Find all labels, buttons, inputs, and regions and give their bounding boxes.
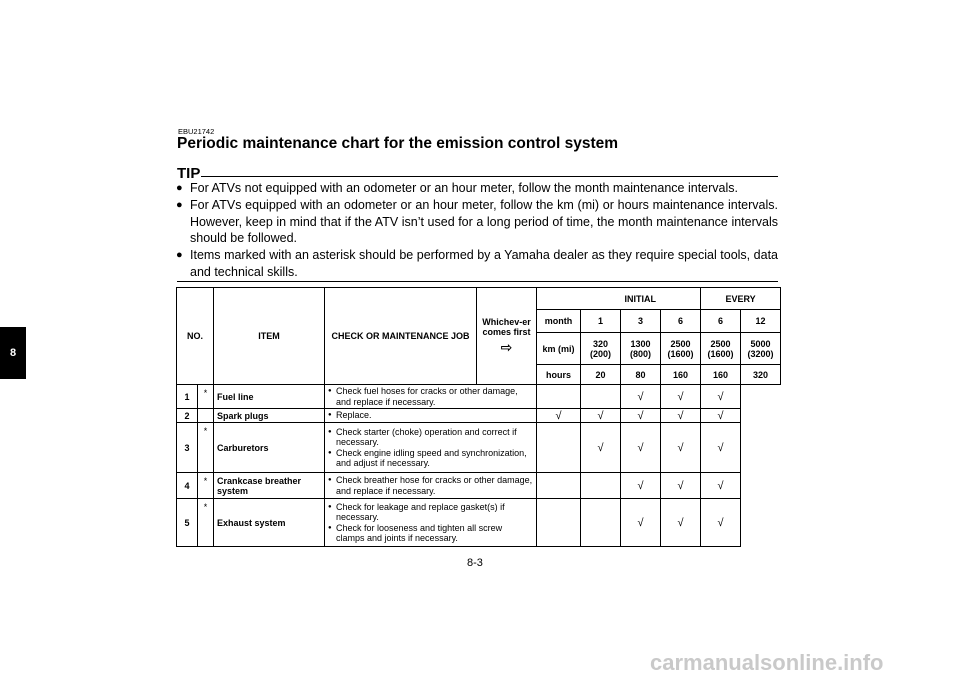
tip-divider-top [201,176,778,177]
table-row: 5 * Exhaust system ● Check for leakage and replace gasket(s) if necessary. ● Check for looseness and tighten all screw clamps and joints if necessary. √ √ √ [177,499,781,547]
table-row: 2 Spark plugs ● Replace. √ √ √ √ √ [177,409,781,423]
item-name: Exhaust system [214,499,325,547]
interval-row-month: month 1 3 6 6 12 [177,310,781,333]
header-initial: INITIAL [581,288,701,310]
chapter-tab: 8 [0,327,26,379]
tip-item: ● Items marked with an asterisk should be performed by a Yamaha dealer as they require special tools, data and technical skills. [176,248,778,279]
tip-item: ● For ATVs equipped with an odometer or an hour meter, follow the km (mi) or hours maintenance intervals. However, keep in mind that if the ATV isn’t used for a long period of time, the month maintenance intervals should be followed. [176,197,778,246]
maintenance-table [176,287,781,547]
item-name: Crankcase breather system [214,473,325,499]
bullet-icon: ● [176,198,183,211]
arrow-right-icon: ⇨ [500,338,513,355]
item-name: Fuel line [214,385,325,409]
item-name: Carburetors [214,423,325,473]
header-whichever: Whichev-er comes first ⇨ [477,288,537,385]
page-number: 8-3 [467,557,483,569]
tip-divider-bottom [177,281,778,282]
header-every: EVERY [701,288,781,310]
document-code: EBU21742 [178,127,215,136]
header-job: CHECK OR MAINTENANCE JOB [325,288,477,385]
tip-item: ● For ATVs not equipped with an odometer or an hour meter, follow the month maintenance intervals. [176,181,738,195]
table-row: 1 * Fuel line ● Check fuel hoses for cracks or other damage, and replace if necessary. √ √ √ [177,385,781,409]
watermark: carmanualsonline.info [650,650,884,675]
header-item: ITEM [214,288,325,385]
interval-row-hours: hours 20 80 160 160 320 [177,365,781,385]
tip-label: TIP [177,165,201,182]
table-row: 4 * Crankcase breather system ● Check breather hose for cracks or other damage, and replace if necessary. √ √ √ [177,473,781,499]
bullet-icon: ● [176,249,183,262]
header-no: NO. [177,288,214,385]
interval-row-km: km (mi) 320 (200) 1300 (800) 2500 (1600) 2500 (1600) 5000 (3200) [177,333,781,365]
tip-list [176,180,778,281]
table-row: 3 * Carburetors ● Check starter (choke) operation and correct if necessary. ● Check engine idling speed and synchronization, and adjust if necessary. √ √ √ √ [177,423,781,473]
item-name: Spark plugs [214,409,325,423]
bullet-icon: ● [176,182,183,194]
page-title: Periodic maintenance chart for the emission control system [177,135,619,152]
